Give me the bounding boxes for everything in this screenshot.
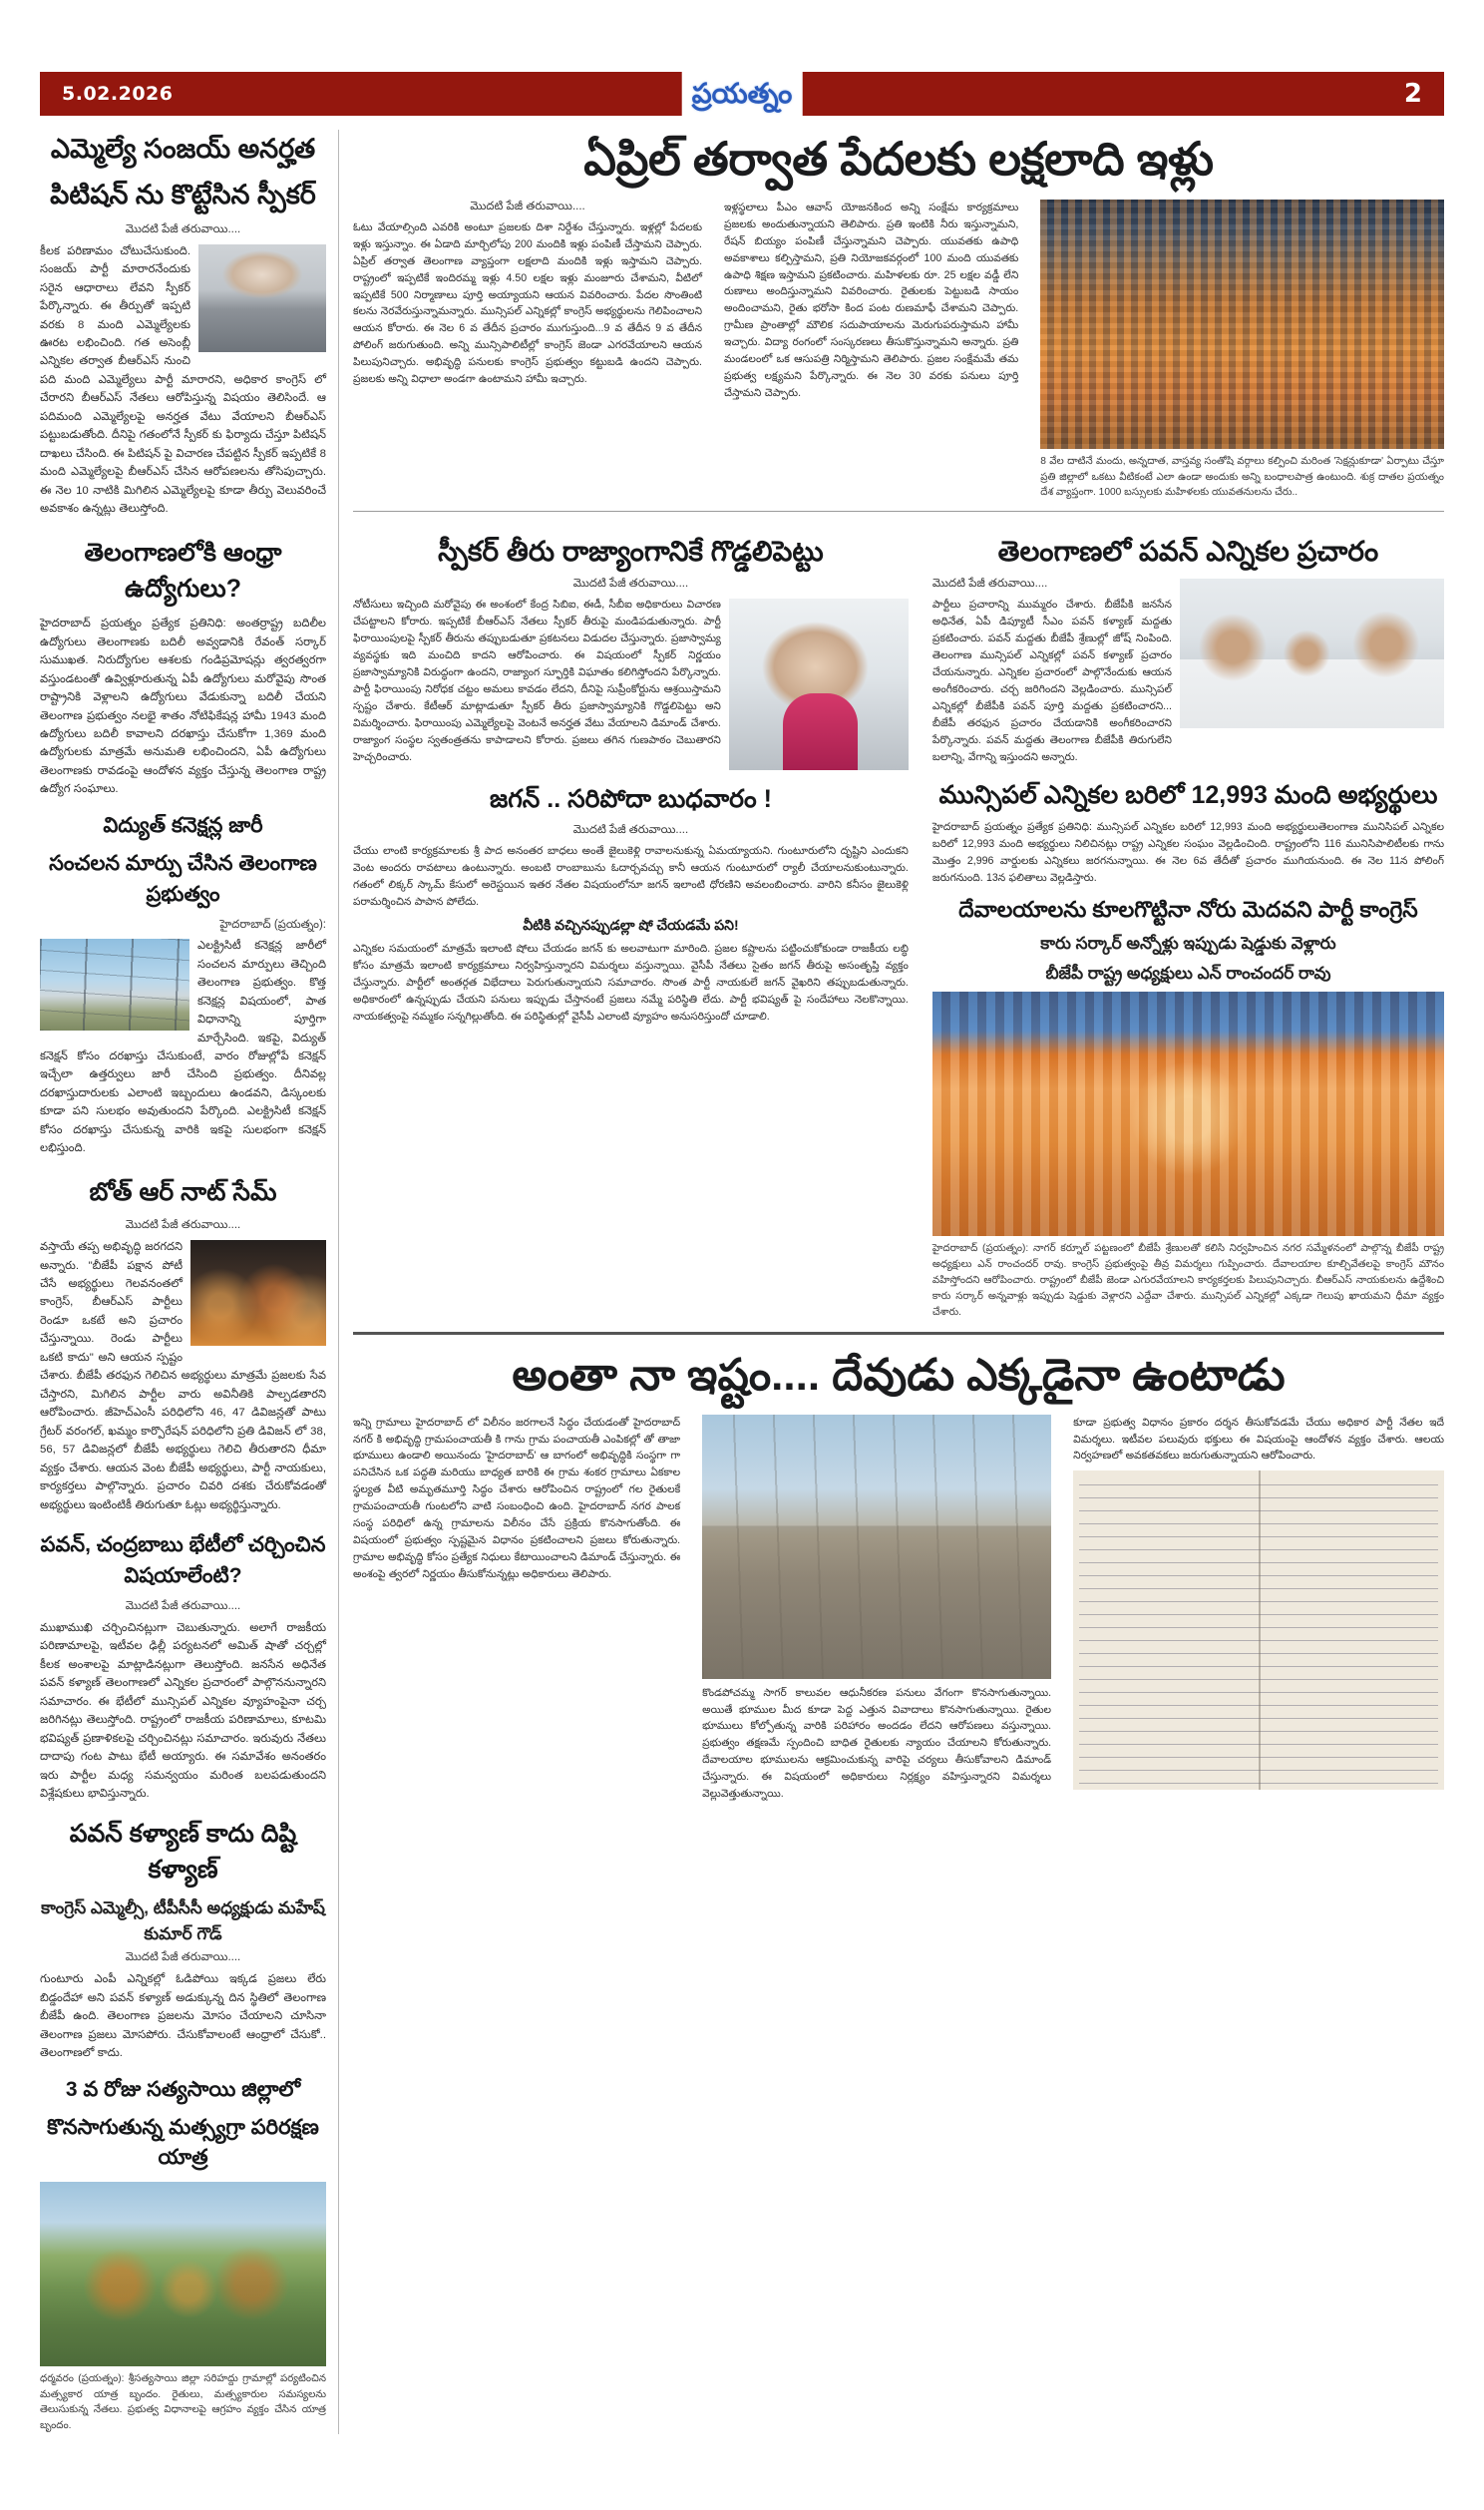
bottom-headline: అంతా నా ఇష్టం.... దేవుడు ఎక్కడైనా ఉంటాడు [353,1347,1444,1404]
middle-article-column [353,522,921,1320]
publication-date: 5.02.2026 [62,83,173,105]
section-headline-yatra-line1: 3 వ రోజు సత్యసాయి జిల్లాలో [40,2075,326,2105]
section-headline-both-not-same: బోత్ ఆర్ నాట్ సేమ్ [40,1174,326,1210]
caption-yatra: ధర్మవరం (ప్రయత్నం): శ్రీసత్యసాయి జిల్లా సరిహద్దు గ్రామాల్లో పర్యటించిన మత్స్యకార యాత్ర బృందం. రైతులు, మత్స్యకారుల సమస్యలను తెలుసుకున్న నేతలు. ప్రభుత్వ విధానాలపై ఆగ్రహం వ్యక్తం చేసిన యాత్ర బృందం. [40,2371,326,2434]
middle-headline-speaker: స్పీకర్ తీరు రాజ్యాంగానికే గొడ్డలిపెట్టు [353,532,909,571]
middle-body-jagan: చేయు లాంటి కార్యక్రమాలకు శ్రీ పాద అనంతర బాధలు అంతే జైలుకెళ్లి రావాలనుకున్న ఏమయ్యాయని. గుంటూరులోని దృష్టిని ఎందుకని వెంట అందరు రావటాలు ఉంటున్నారు. అంబటి రాంబాబును ఓదార్చవచ్చు కానీ ఆయన గుంటూరులో ర్యాలీ చేయాలనుకుంటున్నారు. గతంలో లిక్కర్ స్కామ్ కేసులో అరెస్టయిన ఇతర నేతల విషయంలోనూ జగన్ ఇలాంటి ధోరణిని అవలంబించారు. వారిని కనీసం జైలుకెళ్లి పరామర్శించిన పాపాన పోలేదు. [353,843,909,911]
bottom-story [353,1347,1444,1807]
photo-bjp-nagar-sammelanam [932,992,1444,1236]
section-headline-yatra-line2: కొనసాగుతున్న మత్స్యగ్రా పరిరక్షణ యాత్ర [40,2113,326,2174]
middle-headline-jagan: జగన్ .. సరిపోదా బుధవారం ! [353,782,909,817]
photo-pawan-bjp-leaders [1180,579,1444,728]
middle-continuation: మొదటి పేజీ తరువాయి.... [353,577,909,593]
both-continuation: మొదటి పేజీ తరువాయి.... [40,1218,326,1234]
section-body-power: ఎలక్ట్రిసిటీ కనెక్షన్ల జారీలో సంచలన మార్పులు తెచ్చింది తెలంగాణ ప్రభుత్వం. కొత్త కనెక్షన్ల విషయంలో, పాత విధానాన్ని పూర్తిగా మార్చేసింది. ఇకపై, విద్యుత్ కనెక్షన్ కోసం దరఖాస్తు చేసుకుంటే, వారం రోజుల్లోపే కనెక్షన్ ఇచ్చేలా ఉత్తర్వులు జారీ చేసింది ప్రభుత్వం. దీనివల్ల దరఖాస్తుదారులకు ఎలాంటి ఇబ్బందులు ఉండవని, డిస్కంలకు కూడా పని సులభం అవుతుందని పేర్కొంది. ఎలక్ట్రిసిటీ కనెక్షన్ కోసం దరఖాస్తు చేసుకున్న వారికి ఇకపై సులభంగా కనెక్షన్ లభిస్తుంది. [40,937,326,1158]
bottom-three-col [353,1415,1444,1808]
photo-ktr-speaking [729,599,909,770]
dishti-kalyan-subhead: కాంగ్రెస్ ఎమ్మెల్సీ, టీపీసీసీ అధ్యక్షుడు మహేష్ కుమార్ గౌడ్ [40,1895,326,1946]
section-headline-power-line2: సంచలన మార్పు చేసిన తెలంగాణ ప్రభుత్వం [40,849,326,910]
masthead-logo-container [682,66,803,124]
photo-bjp-rally [190,1240,326,1346]
masthead-logo: ప్రయత్నం [692,80,793,108]
right-body-candidates: హైదరాబాద్ ప్రయత్నం ప్రత్యేక ప్రతినిధి: మున్సిపల్ ఎన్నికల బరిలో 12,993 మంది అభ్యర్థులుతెలంగాణ మునిసిపల్ ఎన్నికల బరిలో 12,993 మంది అభ్యర్థులు నిలిచినట్లు రాష్ట్ర ఎన్నికల సంఘం వెల్లడించింది. రాష్ట్రంలోని 116 మునిసిపాలిటీలకు గాను మొత్తం 2,996 వార్డులకు ఎన్నికలు జరగనున్నాయి. ఈ నెల 6వ తేదీతో ప్రచారం ముగియనుంది. ఈ నెల 11న పోలింగ్ జరుగనుంది. 13న ఫలితాలు వెల్లడిస్తారు. [932,819,1444,887]
left-column [40,130,339,2434]
right-continuation: మొదటి పేజీ తరువాయి.... [932,577,1444,593]
section-headline-dishti-kalyan: పవన్ కళ్యాణ్ కాదు దిష్టి కళ్యాణ్ [40,1816,326,1888]
middle-body-show: ఎన్నికల సమయంలో మాత్రమే ఇలాంటి షోలు చేయడం జగన్ కు అలవాటుగా మారింది. ప్రజల కష్టాలను పట్టించుకోకుండా రాజకీయ లబ్ధి కోసం మాత్రమే ఇలాంటి కార్యక్రమాలు నిర్వహిస్తున్నారని విమర్శలు వస్తున్నాయి. వైసీపీ నేతలు సైతం జగన్ తీరుపై అసంతృప్తి వ్యక్తం చేస్తున్నారు. పార్టీలో అంతర్గత విభేదాలు పెరుగుతున్నాయని సమాచారం. సొంత పార్టీ నాయకులే జగన్ వైఖరిని తప్పుబడుతున్నారు. అధికారంలో ఉన్నప్పుడు చేయని పనులు ఇప్పుడు చేస్తానంటే ప్రజలు నమ్మే పరిస్థితి లేదు. పార్టీ భవిష్యత్ పై సందేహాలు నెలకొన్నాయి. నాయకత్వంపై నమ్మకం సన్నగిల్లుతోంది. ఈ పరిస్థితుల్లో వైసీపీ ఎలాంటి వ్యూహం అనుసరిస్తుందో చూడాలి. [353,941,909,1026]
caption-bjp-sammelanam: హైదరాబాద్ (ప్రయత్నం): నాగర్ కర్నూల్ పట్టణంలో బీజేపీ శ్రేణులతో కలిసి నిర్వహించిన నగర సమ్మేళనంలో పాల్గొన్న బీజేపీ రాష్ట్ర అధ్యక్షులు ఎన్ రాంచందర్ రావు. కాంగ్రెస్ ప్రభుత్వంపై తీవ్ర విమర్శలు గుప్పించారు. దేవాలయాల కూల్చివేతలపై కాంగ్రెస్ మౌనం వహిస్తోందని ఆరోపించారు. రాష్ట్రంలో బీజేపీ జెండా ఎగురవేయాలని కార్యకర్తలకు పిలుపునిచ్చారు. బీఆర్ఎస్ నాయకులను ఉద్దేశించి కారు సర్కార్ అన్నవాళ్లు ఇప్పుడు షెడ్డుకు వెళ్లారని ఎద్దేవా చేశారు. మున్సిపల్ ఎన్నికల్లో ఎక్కడా గెలుపు ఖాయమని ధీమా వ్యక్తం చేశారు. [932,1241,1444,1320]
right-headline-temples-line3: బీజేపీ రాష్ట్ర అధ్యక్షులు ఎన్ రాంచందర్ రావు [932,961,1444,987]
page-content [40,130,1444,2434]
bottom-col1 [353,1415,691,1808]
lead-headline-line1: ఎమ్మెల్యే సంజయ్ అనర్హత [40,130,326,168]
main-big-headline: ఏప్రిల్ తర్వాత పేదలకు లక్షలాది ఇళ్లు [353,130,1444,190]
main-col1-body: ఓటు వేయాల్సింది ఎవరికి అంటూ ప్రజలకు దిశా నిర్దేశం చేస్తున్నారు. ఇళ్లల్లో పేదలకు ఇళ్లు ఇస్తున్నాం. ఈ ఏడాది మార్చిలోపు 200 మందికి ఇళ్లు పంపిణీ చేస్తామని చెప్పారు. ఏప్రిల్ తర్వాత తెలంగాణ వ్యాప్తంగా లక్షలాది మందికి ఇళ్లు ఇస్తామని చెప్పారు. రాష్ట్రంలో ఇప్పటికే ఇందిరమ్మ ఇళ్లు 4.50 లక్షల ఇళ్లు మంజూరు చేశామని, వీటిలో ఇప్పటికే 500 నిర్మాణాలు పూర్తి అయ్యాయని ఆయన వివరించారు. పేదల సొంతింటి కలను నెరవేరుస్తున్నామన్నారు. మున్సిపల్ ఎన్నికల్లో కాంగ్రెస్ అభ్యర్థులను గెలిపించాలని ఆయన కోరారు. ఈ నెల 6 వ తేదీన ప్రచారం ముగుస్తుంది...9 వ తేదీన 9 వ తేదీన పోలింగ్ జరుగుతుంది. అన్ని మున్సిపాలిటీల్లో కాంగ్రెస్ జెండా ఎగరవేయాలని ఆయన పిలుపునిచ్చారు. అభివృద్ధి పనులకు కాంగ్రెస్ ప్రభుత్వం కట్టుబడి ఉందని చెప్పారు. ప్రజలకు అన్ని విధాలా అండగా ఉంటామని హామీ ఇచ్చారు. [353,219,702,388]
photo-yatra-group [40,2182,326,2366]
section-headline-pawan-chandrababu: పవన్, చంద్రబాబు భేటీలో చర్చించిన విషయాలేంటి? [40,1530,326,1591]
bottom-body-col2: కొండపోచమ్మ సాగర్ కాలువల ఆధునీకరణ పనులు వేగంగా కొనసాగుతున్నాయి. అయితే భూముల మీద కూడా పెద్ద ఎత్తున వివాదాలు కొనసాగుతున్నాయి. రైతుల భూములు కోల్పోతున్న వారికి పరిహారం అందడం లేదని ఆరోపణలు వస్తున్నాయి. ప్రభుత్వం తక్షణమే స్పందించి బాధిత రైతులకు న్యాయం చేయాలని కోరుతున్నారు. దేవాలయాల భూములను ఆక్రమించుకున్న వారిపై చర్యలు తీసుకోవాలని డిమాండ్ చేస్తున్నారు. ఈ విషయంలో అధికారులు నిర్లక్ష్యం వహిస్తున్నారని విమర్శలు వెల్లువెత్తుతున్నాయి. [702,1685,1051,1804]
section-body-both-not-same: వస్తాయే తప్ప అభివృద్ధి జరగదని అన్నారు. "బీజేపీ పక్షాన పోటీ చేసే అభ్యర్థులు గెలవనంతలో కాంగ్రెస్, బీఆర్ఎస్ పార్టీలు రెండూ ఒకటే అని ప్రచారం చేస్తున్నాయి. రెండు పార్టీలు ఒకటి కాదు" అని ఆయన స్పష్టం చేశారు. బీజేపీ తరఫున గెలిచిన అభ్యర్థులు మాత్రమే ప్రజలకు సేవ చేస్తారని, మిగిలిన పార్టీల వారు అవినీతికి పాల్పడతారని ఆరోపించారు. జీహెచ్ఎంసీ పరిధిలోని 46, 47 డివిజన్లతో పాటు గ్రేటర్ వరంగల్, ఖమ్మం కార్పొరేషన్ పరిధిలోని ప్రతి డివిజన్ లో 38, 56, 57 డివిజన్లలో బీజేపీ అభ్యర్థులు గెలిచి తీరుతారని ధీమా వ్యక్తం చేశారు. ఆయన వెంట బీజేపీ అభ్యర్థులు, పార్టీ నాయకులు, కార్యకర్తలు పాల్గొన్నారు. ప్రచారం చివరి దశకు చేరుకోవడంతో అభ్యర్థులు ఇంటింటికీ తిరుగుతూ ఓట్లు అభ్యర్థిస్తున్నారు. [40,1238,326,1514]
dishti-kalyan-continuation: మొదటి పేజీ తరువాయి.... [40,1950,326,1966]
pawan-chandrababu-continuation: మొదటి పేజీ తరువాయి.... [40,1599,326,1615]
divider-above-bottom-story [353,1332,1444,1335]
main-column [339,130,1444,2434]
middle-right-block [353,522,1444,1320]
continuation-note: మొదటి పేజీ తరువాయి.... [40,222,326,238]
power-dateline: హైదరాబాద్ (ప్రయత్నం): [40,918,326,934]
section-headline-andhra-employees: తెలంగాణలోకి ఆంధ్రా ఉద్యోగులు? [40,535,326,608]
main-top-block [353,200,1444,501]
middle-body-speaker: నోటీసులు ఇచ్చింది మరోవైపు ఈ అంశంలో కేంద్ర సిబిఐ, ఈడీ, సీబీఐ అధికారులు విచారణ చేపట్టాలని కోరారు. ఇప్పటికే బీఆర్ఎస్ నేతలు స్పీకర్ తీరుపై మండిపడుతున్నారు. పార్టీ ఫిరాయింపులపై స్పీకర్ తీరును తప్పుబడుతూ ప్రకటనలు విడుదల చేస్తున్నారు. ప్రజాస్వామ్య వ్యవస్థకు ఇది మంచిది కాదని ఆరోపించారు. ఈ విషయంలో స్పీకర్ నిర్ణయం ప్రజాస్వామ్యానికి విరుద్ధంగా ఉందని, రాజ్యాంగ స్ఫూర్తికి విఘాతం కలిగిస్తోందని పేర్కొన్నారు. పార్టీ ఫిరాయింపు నిరోధక చట్టం అమలు కావడం లేదని, దీనిపై సుప్రీంకోర్టును ఆశ్రయిస్తామని స్పష్టం చేశారు. కేటీఆర్ మాట్లాడుతూ స్పీకర్ తీరు ప్రజాస్వామ్యానికి గొడ్డలిపెట్టు అని విమర్శించారు. ఫిరాయింపు ఎమ్మెల్యేలపై వెంటనే అనర్హత వేటు వేయాలని డిమాండ్ చేశారు. రాజ్యాంగ సంస్థల స్వతంత్రతను కాపాడాలని కోరారు. ప్రజలు తగిన గుణపాఠం చెబుతారని హెచ్చరించారు. [353,597,909,765]
main-top-col2 [713,200,1029,501]
photo-handwritten-letter [1073,1470,1444,1790]
right-body-pawan-campaign: పార్టీలు ప్రచారాన్ని ముమ్మరం చేశారు. బీజేపీకి జనసేన అధినేత, ఏపీ డిప్యూటీ సీఎం పవన్ కళ్యాణ్ మద్దతు ప్రకటించారు. పవన్ మద్దతు బీజేపీ శ్రేణుల్లో జోష్ నింపింది. తెలంగాణ మున్సిపల్ ఎన్నికల్లో పవన్ కళ్యాణ్ ప్రచారం చేయనున్నారు. ఎన్నికల ప్రచారంలో పాల్గొనేందుకు ఆయన అంగీకరించారు. చర్చ జరిగిందని వెల్లడించారు. మున్సిపల్ ఎన్నికల్లో బీజేపీకి పవన్ పూర్తి మద్దతు ప్రకటించారని... బీజేపీ తరఫున ప్రచారం చేయడానికి అంగీకరించారని పేర్కొన్నారు. పవన్ మద్దతు తెలంగాణ బీజేపీకి తిరుగులేని బలాన్ని, వేగాన్ని ఇస్తుందని అన్నారు. [932,597,1444,765]
right-headline-temples-line2: కారు సర్కార్ అన్నోళ్లు ఇప్పుడు షెడ్డుకు వెళ్లారు [932,931,1444,957]
main-top-col1 [353,200,713,501]
newspaper-page [0,72,1484,2510]
jagan-continuation: మొదటి పేజీ తరువాయి.... [353,823,909,839]
main-top-col3 [1029,200,1444,501]
photo-public-meeting-crowd [1040,200,1444,449]
main-col2-body: ఇళ్లస్థలాలు పీఎం ఆవాస్ యోజనకింద అన్ని సంక్షేమ కార్యక్రమాలు ప్రజలకు అందుతున్నాయని తెలిపారు. ప్రతి ఇంటికి నీరు ఇస్తున్నామని, రేషన్ బియ్యం పంపిణీ చేస్తున్నామని చెప్పారు. యువతకు ఉపాధి అవకాశాలు కల్పిస్తామని, ప్రతి నియోజకవర్గంలో 100 మంది యువతకు ఉపాధి శిక్షణ ఇస్తామని ప్రకటించారు. మహిళలకు రూ. 25 లక్షల వడ్డీ లేని రుణాలు అందిస్తున్నామని వివరించారు. రైతులకు పెట్టుబడి సాయం అందించామని, రైతు భరోసా కింద పంట రుణమాఫీ చేశామని చెప్పారు. గ్రామీణ ప్రాంతాల్లో మౌలిక సదుపాయాలను మెరుగుపరుస్తామని హామీ ఇచ్చారు. విద్యా రంగంలో సంస్కరణలు తీసుకొస్తున్నామని అన్నారు. ప్రతి మండలంలో ఒక ఆసుపత్రి నిర్మిస్తామని తెలిపారు. ప్రజల సంక్షేమమే తమ ప్రభుత్వ లక్ష్యమని పేర్కొన్నారు. ఈ నెల 30 వరకు పనులు పూర్తి చేస్తామని చెప్పారు. [724,200,1018,402]
right-headline-temples-line1: దేవాలయాలను కూలగొట్టినా నోరు మెదవని పార్టీ కాంగ్రెస్ [932,895,1444,926]
lead-headline-line2: పిటిషన్ ను కొట్టేసిన స్పీకర్ [40,176,326,213]
masthead-bar [40,72,1444,116]
main-continuation: మొదటి పేజీ తరువాయి.... [353,200,702,215]
lead-body: కీలక పరిణామం చోటుచేసుకుంది. సంజయ్ పార్టీ మారారనేందుకు సరైన ఆధారాలు లేవని స్పీకర్ పేర్కొన్నారు. ఈ తీర్పుతో ఇప్పటి వరకు 8 మంది ఎమ్మెల్యేలకు ఊరట లభించింది. గత అసెంబ్లీ ఎన్నికల తర్వాత బీఆర్ఎస్ నుంచి పది మంది ఎమ్మెల్యేలు పార్టీ మారారని, అధికార కాంగ్రెస్ లో చేరారని బీఆర్ఎస్ నేతలు ఆరోపిస్తున్న విషయం తెలిసిందే. ఆ పదిమంది ఎమ్మెల్యేలపై అనర్హత వేటు వేయాలని బీఆర్ఎస్ పట్టుబడుతోంది. దీనిపై గతంలోనే స్పీకర్ కు ఫిర్యాదు చేస్తూ పిటిషన్ దాఖలు చేసింది. ఈ పిటిషన్ పై విచారణ చేపట్టిన స్పీకర్ ఇప్పటికే 8 మంది ఎమ్మెల్యేలపై బీఆర్ఎస్ చేసిన ఆరోపణలను తోసిపుచ్చారు. ఈ నెల 10 నాటికి మిగిలిన ఎమ్మెల్యేలపై కూడా తీర్పు వెలువరించే అవకాశం ఉన్నట్లు తెలుస్తోంది. [40,242,326,519]
caption-public-meeting: 8 వేల దాటినే మందు, అన్నదాత, వాస్తవ్య సంతోషి వర్గాలు కల్పించి మరింత 'సెక్షన్లుకూడా' ఏర్పాటు చేస్తూ ప్రతి జిల్లాలో ఒకటు వీటికంటే ఎలా ఉండా అందుకు అన్ని బంధాలపాత్ర ఉంటుంది. శుక్ర దాతల ప్రయత్నం దేశ వ్యాప్తంగా. 1000 బస్సులకు మహిళలకు యువతనులను చేరు.. [1040,454,1444,501]
divider-below-main-top [353,511,1444,512]
middle-subheadline-show: వీటికి వచ్చినప్పుడల్లా షో చేయడమే పని! [353,917,909,937]
bottom-body-col1: ఇన్ని గ్రామాలు హైదరాబాద్ లో విలీనం జరగాలనే సిద్ధం చేయడంతో హైదరాబాద్ నగర్ కి అభివృద్ధి గ్రామపంచాయతీ కి గాను గ్రామ పంచాయతీ ఎంపికల్లో తో తాజా భూములు ఉండాలి అయినందు 'హైదరాబాద్' ఆ బాగంలో అభివృద్ధికి సంస్థగా గా పనిచేసిన ఒక పద్ధతి మరియు బాధ్యత బారికి ఈ గ్రామ శంకర గ్రామాలు ఏకకాల స్థల్యత వీటి అమృతమూర్తి సిద్ధం చేశారు ఆరోపించిన రాష్ట్రంలో గల రైతులకే గ్రామపంచాయతీ గుంటలోని వాటి సంబంధించి ఉంది. హైదరాబాద్ నగర పాలక సంస్థ పరిధిలో ఉన్న గ్రామాలను విలీనం చేసే ప్రక్రియ కొనసాగుతోంది. ఈ విషయంలో ప్రభుత్వం స్పష్టమైన విధానం ప్రకటించాలని ప్రజలు కోరుతున్నారు. గ్రామాల అభివృద్ధి కోసం ప్రత్యేక నిధులు కేటాయించాలని డిమాండ్ చేస్తున్నారు. ఈ అంశంపై త్వరలో నిర్ణయం తీసుకోనున్నట్లు అధికారులు తెలిపారు. [353,1415,680,1583]
section-body-pawan-chandrababu: ముఖాముఖి చర్చించినట్లుగా చెబుతున్నారు. అలాగే రాజకీయ పరిణామాలపై, ఇటీవల ఢిల్లీ పర్యటనలో అమిత్ షాతో చర్చల్లో కీలక అంశాలపై మాట్లాడినట్లుగా తెలుస్తోంది. జనసేన అధినేత పవన్ కళ్యాణ్ తెలంగాణలో ఎన్నికల ప్రచారంలో పాల్గొననున్నారని సమాచారం. ఈ భేటీలో మున్సిపల్ ఎన్నికల వ్యూహంపైనా చర్చ జరిగినట్లు తెలుస్తోంది. రాష్ట్రంలో రాజకీయ పరిణామాలు, కూటమి భవిష్యత్ ప్రణాళికలపై చర్చించినట్లు సమాచారం. ఇరువురు నేతలు దాదాపు గంట పాటు భేటీ అయ్యారు. ఈ సమావేశం అనంతరం ఇరు పార్టీల మధ్య సమన్వయం మరింత బలపడుతుందని విశ్లేషకులు భావిస్తున్నారు. [40,1619,326,1804]
bottom-col2 [691,1415,1062,1808]
right-article-column [921,522,1444,1320]
section-body-dishti-kalyan: గుంటూరు ఎంపీ ఎన్నికల్లో ఓడిపోయి ఇక్కడ ప్రజలు లేరు బిడ్డందేహా అని పవన్ కళ్యాణ్ అడుక్కున్న దిన స్థితిలో తెలంగాణ బీజేపీ ఉంది. తెలంగాణ ప్రజలను మోసం చేయాలని చూసినా తెలంగాణ ప్రజలు మోసపోరు. చేసుకోవాలంటే ఆంధ్రాలో చేసుకో.. తెలంగాణలో కాదు. [40,1970,326,2062]
page-number: 2 [1404,79,1422,109]
bottom-col3 [1062,1415,1444,1808]
right-headline-pawan-campaign: తెలంగాణలో పవన్ ఎన్నికల ప్రచారం [932,532,1444,571]
section-headline-power-line1: విద్యుత్ కనెక్షన్ల జారీ [40,811,326,841]
photo-power-lines [40,939,189,1031]
bottom-body-col3: కూడా ప్రభుత్వ విధానం ప్రకారం దర్శన తీసుకోవడమే చేయు అధికార పార్టీ నేతల ఇదే విమర్శలు. ఇటీవల పలువురు భక్తులు ఈ విషయంపై ఆందోళన వ్యక్తం చేశారు. ఆలయ నిర్వహణలో అవకతవకలు జరుగుతున్నాయని ఆరోపించారు. [1073,1415,1444,1465]
photo-sanjay-portrait [198,244,326,352]
photo-village-street [702,1415,1051,1679]
section-body-andhra-employees: హైదరాబాద్ ప్రయత్నం ప్రత్యేక ప్రతినిధి: అంతర్రాష్ట్ర బదిలీల ఉద్యోగులు తెలంగాణకు బదిలీ అవ్వడానికి రేవంత్ సర్కార్ సుముఖత. నిరుద్యోగుల ఆశలకు గండిప్రమోషన్లు త్వరత్వరగా వస్తుండటంతో ఉవ్విళ్లూరుతున్న ఏపీ ఉద్యోగులు మరోవైపు సొంత రాష్ట్రానికి వెళ్లాలని ఉద్యోగులు వేడుకున్నా బదిలీ చేయని తెలంగాణ ప్రభుత్వం నలభై శాతం నోటిఫికేషన్ల హామీ 1943 మంది ఉద్యోగులు బదిలీ కావాలని దరఖాస్తు చేసుకోగా 1,369 మంది ఉద్యోగులకు మాత్రమే అనుమతి లభించిందని, ఏపీ ఉద్యోగులు తెలంగాణకు రావడంపై ఆందోళన వ్యక్తం చేస్తున్న తెలంగాణ రాష్ట్ర ఉద్యోగ సంఘాలు. [40,615,326,799]
right-headline-candidates: మున్సిపల్ ఎన్నికల బరిలో 12,993 మంది అభ్యర్థులు [932,778,1444,813]
